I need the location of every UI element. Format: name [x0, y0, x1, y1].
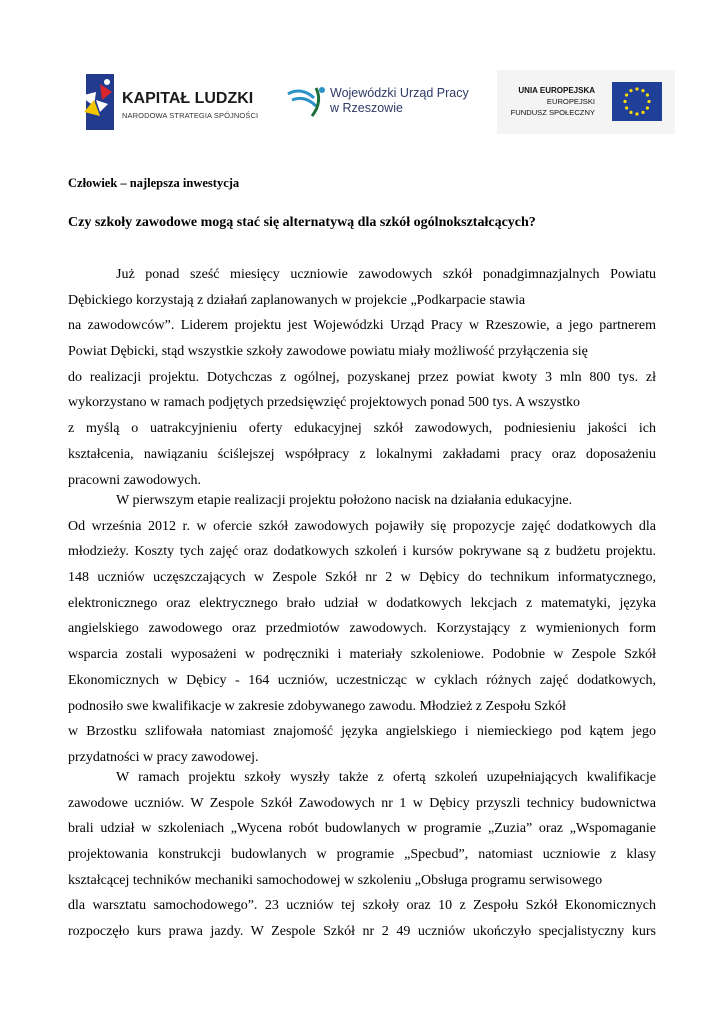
paragraph-line: kształcenia, nawiązaniu ściślejszej współpracy z lokalnymi zakładami pracy oraz doposażeniu	[68, 446, 656, 462]
paragraph-line: zawodowe uczniów. W Zespole Szkół Zawodowych nr 1 w Dębicy przyszli technicy budownictwa	[68, 795, 656, 811]
kapital-ludzki-subtitle: NARODOWA STRATEGIA SPÓJNOŚCI	[122, 111, 259, 120]
eu-logo	[497, 70, 675, 134]
wup-name	[330, 86, 469, 116]
eu-name: UNIA EUROPEJSKA	[518, 86, 595, 95]
document-title: Czy szkoły zawodowe mogą stać się alternatywą dla szkół ogólnokształcących?	[68, 215, 536, 230]
paragraph-line: Powiat Dębicki, stąd wszystkie szkoły zawodowe powiatu miały możliwość przyłączenia się	[68, 344, 588, 360]
eu-fund-line1: EUROPEJSKI	[546, 97, 595, 106]
paragraph-line: wsparcia zostali wyposażeni w podręczniki i materiały szkoleniowe. Podobnie w Zespole Szkół	[68, 647, 656, 663]
wup-name-line2: w Rzeszowie	[330, 101, 403, 115]
paragraph-line: wykorzystano w ramach podjętych przedsięwzięć projektowych ponad 500 tys. A wszystko	[68, 395, 581, 411]
document-subtitle: Człowiek – najlepsza inwestycja	[68, 176, 240, 190]
paragraph-1	[68, 262, 656, 493]
paragraph-line: kształcącej techników mechaniki samochodowej w szkoleniu „Obsługa programu serwisowego	[68, 872, 603, 888]
paragraph-line: pracowni zawodowych.	[68, 472, 201, 488]
paragraph-line: Od września 2012 r. w ofercie szkół zawodowych pojawiły się propozycje zajęć dodatkowych dla	[68, 518, 656, 534]
paragraph-line: podnosiło swe kwalifikacje w zakresie zdobywanego zawodu. Młodzież z Zespołu Szkół	[68, 698, 567, 714]
wup-logo	[286, 76, 486, 128]
paragraph-line: w Brzostku szlifowała natomiast znajomość języka angielskiego i niemieckiego pod kątem jego	[68, 724, 656, 740]
paragraph-line: z myślą o uatrakcyjnieniu oferty edukacyjnej szkół zawodowych, podniesieniu jakości ich	[68, 421, 656, 437]
paragraph-line: brali udział w szkoleniach „Wycena robót budowlanych w programie „Zuzia” oraz „Wspomaganie	[68, 821, 656, 837]
paragraph-2	[68, 488, 656, 771]
paragraph-3	[68, 765, 656, 945]
paragraph-line: przydatności w pracy zawodowej.	[68, 749, 259, 765]
kapital-ludzki-title: KAPITAŁ LUDZKI	[122, 90, 254, 107]
eu-flag-icon	[612, 82, 662, 121]
paragraph-line: 148 uczniów uczęszczających w Zespole Szkół nr 2 w Dębicy do technikum informatycznego,	[68, 570, 656, 586]
paragraph-line: Ekonomicznych w Dębicy - 164 uczniów, uczestnicząc w cyklach różnych zajęć dodatkowych,	[68, 672, 656, 688]
wup-name-line1: Wojewódzki Urząd Pracy	[330, 86, 469, 100]
paragraph-line: angielskiego zawodowego oraz przedmiotów zawodowych. Korzystający z wymienionych form	[68, 621, 656, 637]
eu-text	[511, 85, 595, 118]
kapital-ludzki-logo	[70, 70, 260, 134]
paragraph-line: rozpoczęło kurs prawa jazdy. W Zespole Szkół nr 2 49 uczniów ukończyło specjalistyczny kurs	[68, 924, 656, 940]
paragraph-line: Już ponad sześć miesięcy uczniowie zawodowych szkół ponadgimnazjalnych Powiatu	[116, 267, 656, 282]
paragraph-line: W ramach projektu szkoły wyszły także z ofertą szkoleń uzupełniających kwalifikacje	[116, 770, 656, 785]
paragraph-line: młodzieży. Koszty tych zajęć oraz dodatkowych szkoleń i kursów pokrywane są z budżetu projektu.	[68, 544, 656, 560]
paragraph-line: do realizacji projektu. Dotychczas z ogólnej, pozyskanej przez powiat kwoty 3 mln 800 tys. zł	[68, 369, 656, 385]
paragraph-line: na zawodowców”. Liderem projektu jest Wojewódzki Urząd Pracy w Rzeszowie, a jego partnerem	[68, 318, 656, 334]
kapital-ludzki-emblem-icon	[74, 70, 124, 134]
paragraph-line: Dębickiego korzystają z działań zaplanowanych w projekcie „Podkarpacie stawia	[68, 292, 526, 308]
paragraph-line: W pierwszym etapie realizacji projektu położono nacisk na działania edukacyjne.	[116, 493, 573, 508]
eu-fund-line2: FUNDUSZ SPOŁECZNY	[510, 108, 595, 117]
paragraph-line: elektronicznego oraz elektrycznego brało udział w dodatkowych lekcjach z matematyki, języka	[68, 595, 656, 611]
wup-bird-icon	[286, 82, 330, 122]
paragraph-line: dla warsztatu samochodowego”. 23 uczniów tej szkoły oraz 10 z Zespołu Szkół Ekonomicznych	[68, 898, 656, 914]
paragraph-line: projektowania konstrukcji budowlanych w programie „Specbud”, natomiast uczniowie z klasy	[68, 847, 656, 863]
